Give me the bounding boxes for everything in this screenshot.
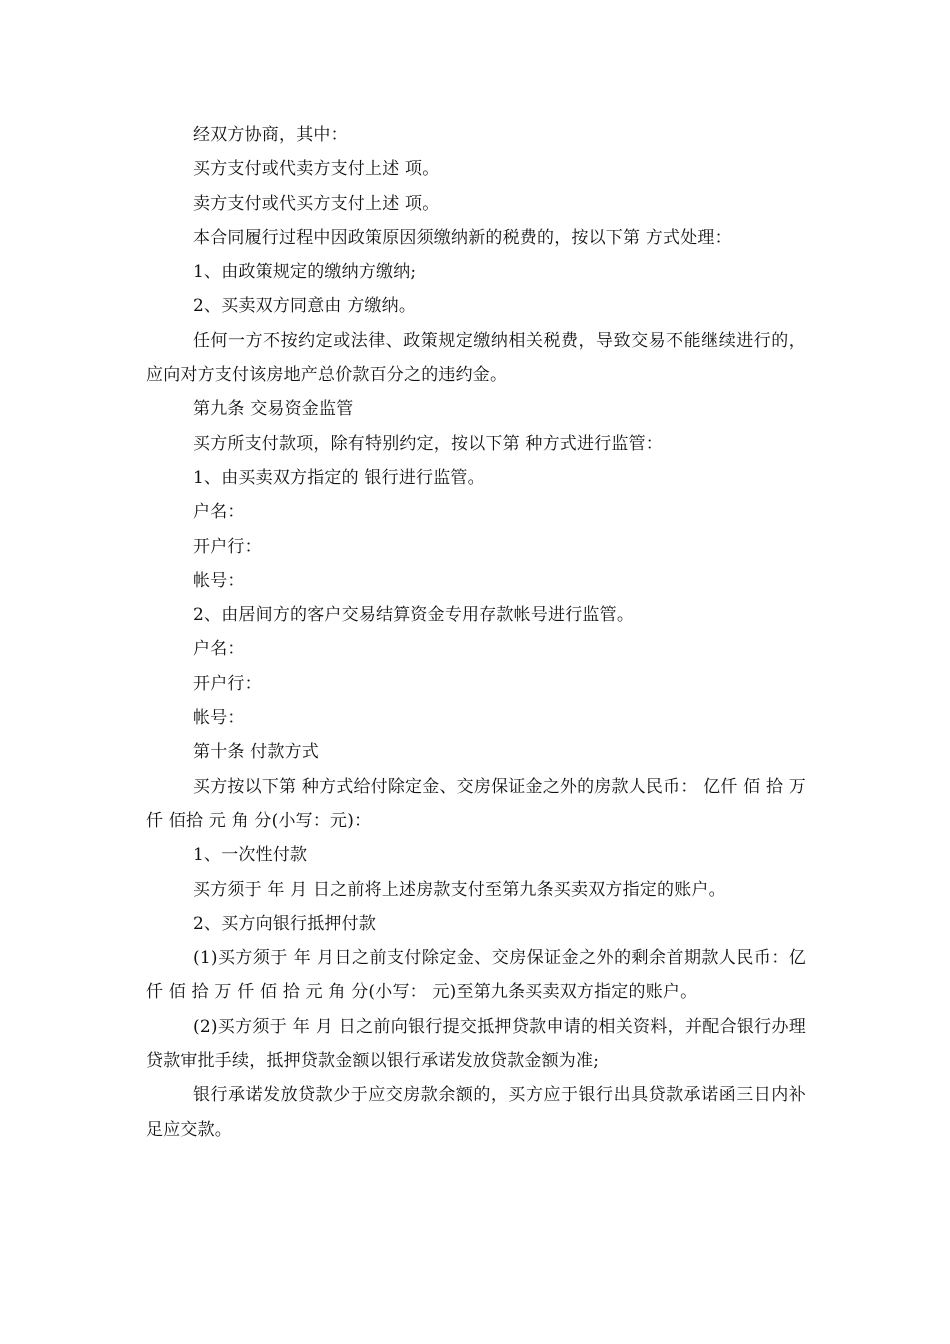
paragraph: 2、买方向银行抵押付款 [193, 913, 377, 934]
paragraph: 2、由居间方的客户交易结算资金专用存款帐号进行监管。 [193, 605, 635, 626]
paragraph: 经双方协商，其中： [193, 125, 348, 145]
paragraph: 2、买卖双方同意由 方缴纳。 [193, 296, 417, 317]
paragraph: 1、由买卖双方指定的 银行进行监管。 [193, 467, 485, 488]
paragraph: (2)买方须于 年 月 日之前向银行提交抵押贷款申请的相关资料，并配合银行办理贷款审批手续，抵押贷款金额以银行承诺发放贷款金额为准; [146, 1016, 806, 1072]
paragraph: 买方按以下第 种方式给付除定金、交房保证金之外的房款人民币： 亿仟 佰 拾 万 仟 佰拾 元 角 分(小写：元)： [146, 776, 812, 831]
paragraph: 卖方支付或代买方支付上述 项。 [193, 193, 440, 214]
paragraph: 银行承诺发放贷款少于应交房款余额的，买方应于银行出具贷款承诺函三日内补足应交款。 [146, 1085, 806, 1140]
paragraph: 买方支付或代卖方支付上述 项。 [193, 159, 440, 180]
paragraph: 开户行： [193, 536, 262, 557]
paragraph: 1、一次性付款 [193, 845, 308, 866]
paragraph: 本合同履行过程中因政策原因须缴纳新的税费的，按以下第 方式处理： [193, 227, 732, 248]
document-body [146, 118, 812, 1147]
paragraph: 帐号： [193, 708, 245, 729]
paragraph: 买方所支付款项，除有特别约定，按以下第 种方式进行监管： [193, 433, 664, 454]
section-heading: 第十条 付款方式 [193, 742, 320, 763]
paragraph: 帐号： [193, 570, 245, 591]
paragraph: 户名： [193, 639, 245, 660]
section-heading: 第九条 交易资金监管 [193, 399, 354, 420]
paragraph: 开户行： [193, 673, 262, 694]
paragraph: 1、由政策规定的缴纳方缴纳; [193, 262, 417, 283]
paragraph: 买方须于 年 月 日之前将上述房款支付至第九条买卖双方指定的账户。 [193, 879, 726, 900]
paragraph: 任何一方不按约定或法律、政策规定缴纳相关税费，导致交易不能继续进行的，应向对方支付该房地产总价款百分之的违约金。 [146, 330, 806, 386]
paragraph: 户名： [193, 502, 245, 523]
paragraph: (1)买方须于 年 月日之前支付除定金、交房保证金之外的剩余首期款人民币：亿仟 佰 拾 万 仟 佰 拾 元 角 分(小写： 元)至第九条买卖双方指定的账户。 [146, 948, 806, 1003]
